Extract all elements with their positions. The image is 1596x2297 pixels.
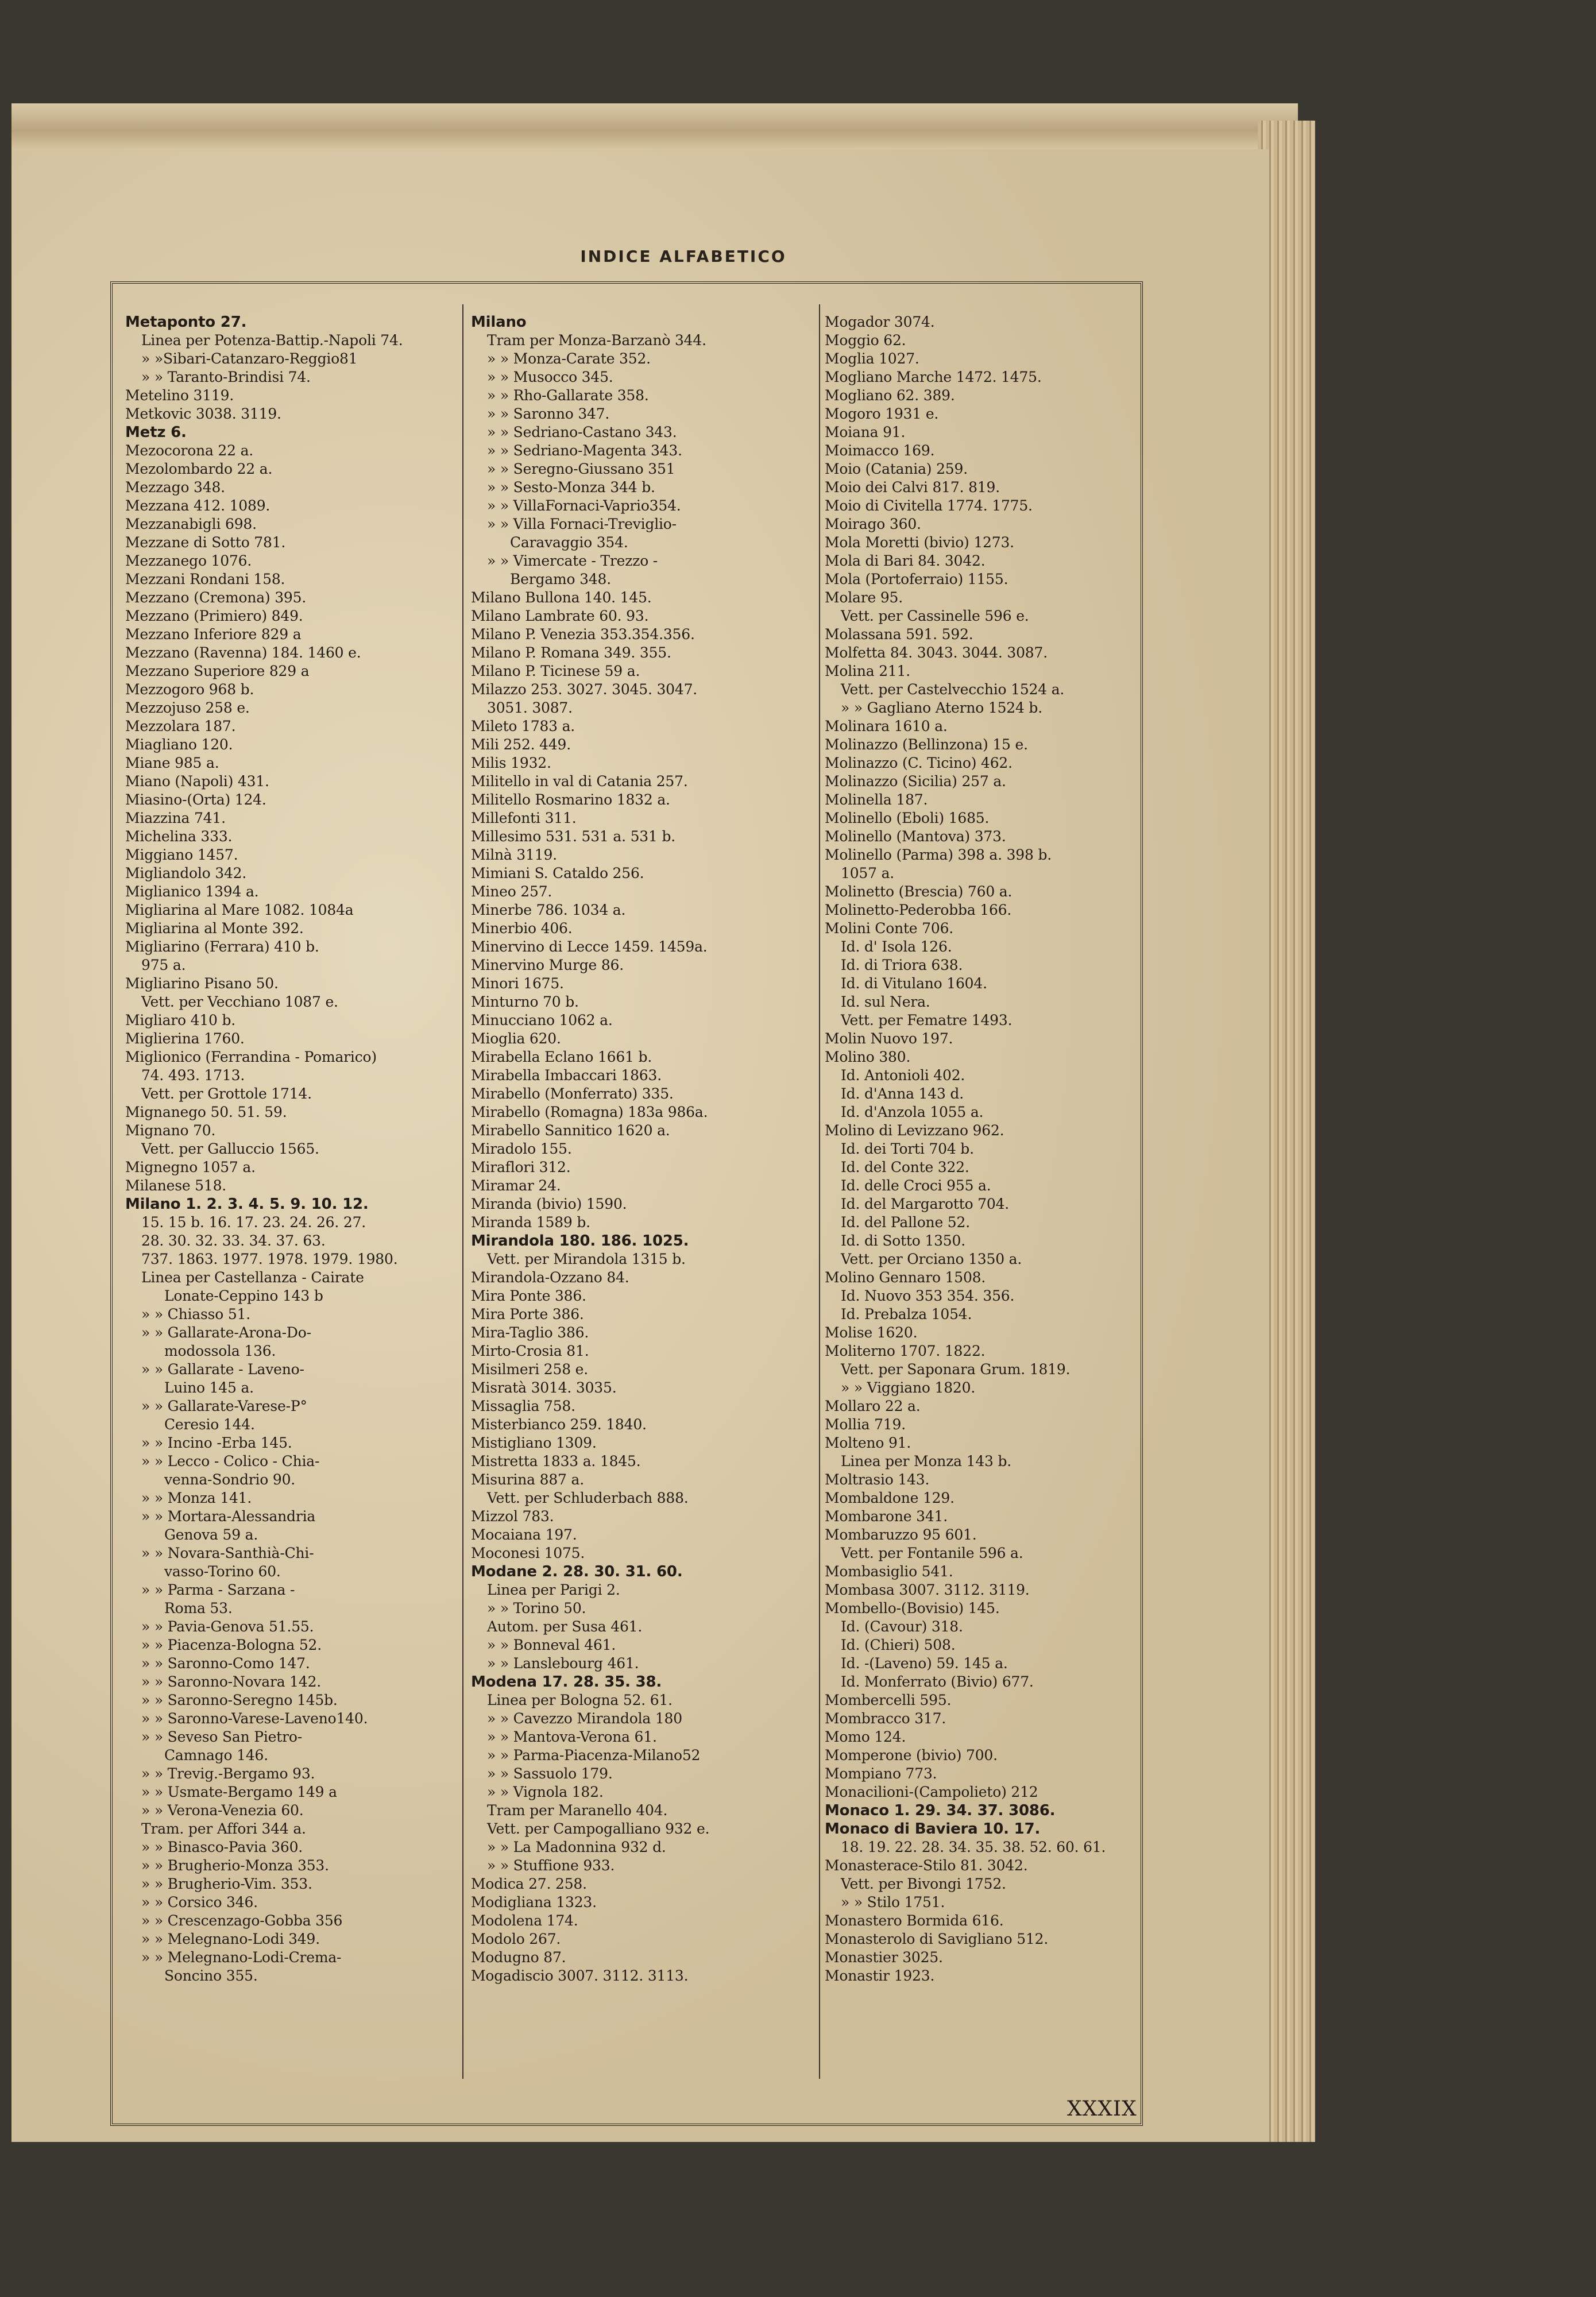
index-entry: Vett. per Fematre 1493. (841, 1012, 1013, 1028)
index-entry: Mirto-Crosia 81. (471, 1343, 589, 1359)
page-header: INDICE ALFABETICO (580, 247, 787, 266)
index-entry: Miane 985 a. (125, 755, 219, 771)
index-entry: Mola di Bari 84. 3042. (825, 552, 986, 569)
index-entry: Linea per Monza 143 b. (841, 1453, 1012, 1470)
index-entry: Mombaruzzo 95 601. (825, 1526, 977, 1543)
index-entry: » » Viggiano 1820. (841, 1379, 976, 1396)
index-entry: Milazzo 253. 3027. 3045. 3047. (471, 681, 698, 698)
index-entry: Misterbianco 259. 1840. (471, 1416, 647, 1433)
index-entry: Mirabello Sannitico 1620 a. (471, 1122, 670, 1139)
index-entry: Molinazzo (C. Ticino) 462. (825, 755, 1013, 771)
column-divider (819, 304, 820, 2079)
index-entry: Misilmeri 258 e. (471, 1361, 589, 1378)
index-entry: Moconesi 1075. (471, 1545, 585, 1561)
index-entry: » » Bonneval 461. (487, 1637, 616, 1653)
index-entry: Molare 95. (825, 589, 903, 606)
index-entry: Migliaro 410 b. (125, 1012, 236, 1028)
page-number: XXXIX (1067, 2097, 1137, 2121)
index-entry: Vett. per Fontanile 596 a. (841, 1545, 1023, 1561)
index-entry: Mombasiglio 541. (825, 1563, 953, 1580)
index-entry: Miasino-(Orta) 124. (125, 791, 266, 808)
index-entry: Mira Ponte 386. (471, 1287, 586, 1304)
index-entry: » » Saronno-Novara 142. (141, 1673, 322, 1690)
index-entry: Mezzogoro 968 b. (125, 681, 254, 698)
index-entry: Mezzano (Cremona) 395. (125, 589, 307, 606)
index-entry: Molino 380. (825, 1049, 911, 1065)
index-entry: Migliarina al Monte 392. (125, 920, 304, 937)
index-column-1 (125, 313, 448, 2076)
index-entry: 975 a. (141, 957, 186, 973)
index-entry: Molinella 187. (825, 791, 928, 808)
index-entry: Misratà 3014. 3035. (471, 1379, 617, 1396)
index-entry: Miano (Napoli) 431. (125, 773, 269, 790)
index-entry: Millefonti 311. (471, 810, 577, 826)
index-entry: Tram per Monza-Barzanò 344. (487, 332, 706, 349)
index-entry: Momperone (bivio) 700. (825, 1747, 998, 1764)
index-entry: Moio di Civitella 1774. 1775. (825, 497, 1033, 514)
index-entry: » » Mortara-Alessandria (141, 1508, 316, 1525)
index-entry: Miglionico (Ferrandina - Pomarico) (125, 1049, 377, 1065)
index-entry: Milano Bullona 140. 145. (471, 589, 652, 606)
index-entry: » » Stilo 1751. (841, 1894, 945, 1911)
index-heading: Monaco 1. 29. 34. 37. 3086. (825, 1802, 1056, 1819)
index-column-2 (471, 313, 813, 2076)
index-entry: Molinetto (Brescia) 760 a. (825, 883, 1013, 900)
index-entry: Molise 1620. (825, 1324, 918, 1341)
index-entry: Moimacco 169. (825, 442, 935, 459)
index-entry: Ceresio 144. (164, 1416, 255, 1433)
index-entry: Molinara 1610 a. (825, 718, 948, 734)
index-entry: Milanese 518. (125, 1177, 227, 1194)
index-entry: Mezzana 412. 1089. (125, 497, 270, 514)
index-entry: Id. sul Nera. (841, 993, 930, 1010)
index-entry: Minervino di Lecce 1459. 1459a. (471, 938, 708, 955)
index-entry: 1057 a. (841, 865, 895, 881)
index-entry: » » Binasco-Pavia 360. (141, 1839, 303, 1855)
index-heading: Mirandola 180. 186. 1025. (471, 1232, 689, 1250)
index-entry: Mombello-(Bovisio) 145. (825, 1600, 1000, 1617)
index-entry: Milano P. Romana 349. 355. (471, 644, 671, 661)
index-entry: Caravaggio 354. (510, 534, 628, 551)
index-entry: » » Trevig.-Bergamo 93. (141, 1765, 315, 1782)
index-entry: 74. 493. 1713. (141, 1067, 245, 1084)
index-entry: Minori 1675. (471, 975, 564, 992)
index-entry: » » Incino -Erba 145. (141, 1434, 292, 1451)
index-entry: Mezzano (Ravenna) 184. 1460 e. (125, 644, 361, 661)
index-entry: Linea per Parigi 2. (487, 1581, 620, 1598)
index-entry: Mistretta 1833 a. 1845. (471, 1453, 641, 1470)
index-entry: Militello Rosmarino 1832 a. (471, 791, 670, 808)
index-heading: Metaponto 27. (125, 314, 247, 331)
index-entry: Mogoro 1931 e. (825, 405, 939, 422)
index-entry: » » Parma - Sarzana - (141, 1581, 295, 1598)
index-entry: Bergamo 348. (510, 571, 611, 587)
index-entry: Molina 211. (825, 663, 911, 679)
index-entry: Camnago 146. (164, 1747, 269, 1764)
index-entry: Vett. per Vecchiano 1087 e. (141, 993, 338, 1010)
index-entry: Mistigliano 1309. (471, 1434, 597, 1451)
index-entry: Momo 124. (825, 1728, 906, 1745)
index-entry: » » Taranto-Brindisi 74. (141, 369, 311, 385)
index-entry: » » Monza 141. (141, 1490, 252, 1506)
index-entry: Mezolombardo 22 a. (125, 461, 273, 477)
index-entry: Migliarina al Mare 1082. 1084a (125, 902, 354, 918)
index-entry: Luino 145 a. (164, 1379, 254, 1396)
index-entry: modossola 136. (164, 1343, 276, 1359)
index-entry: » » Cavezzo Mirandola 180 (487, 1710, 682, 1727)
index-entry: » » Mantova-Verona 61. (487, 1728, 657, 1745)
index-entry: Tram. per Affori 344 a. (141, 1820, 306, 1837)
column-divider (462, 304, 463, 2079)
index-entry: Mezzojuso 258 e. (125, 699, 250, 716)
index-entry: Miranda (bivio) 1590. (471, 1196, 627, 1212)
index-entry: Mignanego 50. 51. 59. (125, 1104, 287, 1120)
index-entry: Id. d'Anna 143 d. (841, 1085, 964, 1102)
index-entry: Milano Lambrate 60. 93. (471, 608, 649, 624)
index-entry: » » Rho-Gallarate 358. (487, 387, 649, 404)
index-entry: Minerbe 786. 1034 a. (471, 902, 626, 918)
index-entry: Molinello (Eboli) 1685. (825, 810, 990, 826)
index-entry: Linea per Castellanza - Cairate (141, 1269, 364, 1286)
index-entry: Id. di Vitulano 1604. (841, 975, 987, 992)
index-entry: Moio (Catania) 259. (825, 461, 968, 477)
index-entry: Vett. per Bivongi 1752. (841, 1876, 1006, 1892)
index-entry: Mirandola-Ozzano 84. (471, 1269, 629, 1286)
index-entry: Mombracco 317. (825, 1710, 946, 1727)
index-entry: 18. 19. 22. 28. 34. 35. 38. 52. 60. 61. (841, 1839, 1106, 1855)
index-entry: Monastier 3025. (825, 1949, 943, 1966)
index-entry: Mezzano (Primiero) 849. (125, 608, 303, 624)
index-entry: Molinazzo (Bellinzona) 15 e. (825, 736, 1028, 753)
index-entry: Vett. per Orciano 1350 a. (841, 1251, 1022, 1267)
index-entry: Miranda 1589 b. (471, 1214, 590, 1231)
index-entry: Mirabello (Monferrato) 335. (471, 1085, 674, 1102)
index-entry: Mimiani S. Cataldo 256. (471, 865, 644, 881)
index-entry: Autom. per Susa 461. (487, 1618, 643, 1635)
index-entry: Mocaiana 197. (471, 1526, 577, 1543)
index-entry: Miggiano 1457. (125, 846, 238, 863)
index-entry: » » Saronno-Seregno 145b. (141, 1692, 338, 1708)
index-entry: 28. 30. 32. 33. 34. 37. 63. (141, 1232, 326, 1249)
index-entry: » » La Madonnina 932 d. (487, 1839, 666, 1855)
index-entry: Mezzane di Sotto 781. (125, 534, 286, 551)
index-entry: Modica 27. 258. (471, 1876, 587, 1892)
index-entry: Mompiano 773. (825, 1765, 937, 1782)
index-entry: Vett. per Galluccio 1565. (141, 1140, 319, 1157)
index-entry: Milnà 3119. (471, 846, 557, 863)
index-entry: Monacilioni-(Campolieto) 212 (825, 1784, 1038, 1800)
index-entry: Mineo 257. (471, 883, 552, 900)
index-entry: Moio dei Calvi 817. 819. (825, 479, 1000, 496)
index-entry: Modolo 267. (471, 1931, 561, 1947)
index-entry: Miagliano 120. (125, 736, 233, 753)
index-entry: Id. Nuovo 353 354. 356. (841, 1287, 1015, 1304)
index-entry: Metkovic 3038. 3119. (125, 405, 281, 422)
index-entry: Id. di Sotto 1350. (841, 1232, 965, 1249)
index-entry: Molassana 591. 592. (825, 626, 973, 643)
index-entry: Moiana 91. (825, 424, 906, 440)
index-entry: Mezzano Superiore 829 a (125, 663, 310, 679)
index-entry: Genova 59 a. (164, 1526, 258, 1543)
index-entry: » » Seveso San Pietro- (141, 1728, 302, 1745)
index-entry: Vett. per Saponara Grum. 1819. (841, 1361, 1071, 1378)
index-entry: Mezocorona 22 a. (125, 442, 254, 459)
index-entry: Monasterolo di Savigliano 512. (825, 1931, 1049, 1947)
index-entry: Id. d' Isola 126. (841, 938, 952, 955)
index-entry: » » Saronno 347. (487, 405, 610, 422)
index-entry: » » Sesto-Monza 344 b. (487, 479, 655, 496)
index-entry: Linea per Potenza-Battip.-Napoli 74. (141, 332, 403, 349)
index-entry: Miradolo 155. (471, 1140, 572, 1157)
index-entry: » »Sibari-Catanzaro-Reggio81 (141, 350, 358, 367)
index-entry: » » Saronno-Varese-Laveno140. (141, 1710, 368, 1727)
index-entry: Vett. per Schluderbach 888. (487, 1490, 689, 1506)
index-entry: Vett. per Grottole 1714. (141, 1085, 312, 1102)
index-entry: » » Torino 50. (487, 1600, 586, 1617)
index-entry: Mioglia 620. (471, 1030, 561, 1047)
index-heading: Modane 2. 28. 30. 31. 60. (471, 1563, 683, 1580)
index-entry: Vett. per Cassinelle 596 e. (841, 608, 1029, 624)
index-entry: Soncino 355. (164, 1967, 258, 1984)
index-entry: Molinello (Parma) 398 a. 398 b. (825, 846, 1052, 863)
index-entry: » » Parma-Piacenza-Milano52 (487, 1747, 701, 1764)
index-entry: » » Seregno-Giussano 351 (487, 461, 675, 477)
index-entry: » » Corsico 346. (141, 1894, 258, 1911)
index-entry: » » Stuffione 933. (487, 1857, 615, 1874)
index-entry: Milis 1932. (471, 755, 551, 771)
index-entry: Michelina 333. (125, 828, 233, 845)
index-entry: » » Gallarate-Arona-Do- (141, 1324, 311, 1341)
index-entry: Monastir 1923. (825, 1967, 935, 1984)
index-entry: Mezzago 348. (125, 479, 225, 496)
index-entry: Id. delle Croci 955 a. (841, 1177, 991, 1194)
index-entry: Molinello (Mantova) 373. (825, 828, 1006, 845)
index-entry: Mombasa 3007. 3112. 3119. (825, 1581, 1030, 1598)
index-entry: » » Usmate-Bergamo 149 a (141, 1784, 337, 1800)
index-heading: Modena 17. 28. 35. 38. (471, 1673, 662, 1691)
index-entry: Id. -(Laveno) 59. 145 a. (841, 1655, 1008, 1672)
index-entry: Mombercelli 595. (825, 1692, 952, 1708)
index-entry: Id. di Triora 638. (841, 957, 963, 973)
index-entry: Id. Antonioli 402. (841, 1067, 965, 1084)
index-entry: » » Melegnano-Lodi-Crema- (141, 1949, 342, 1966)
index-entry: » » Vimercate - Trezzo - (487, 552, 658, 569)
index-entry: Militello in val di Catania 257. (471, 773, 688, 790)
index-entry: » » Verona-Venezia 60. (141, 1802, 304, 1819)
index-entry: Molino di Levizzano 962. (825, 1122, 1004, 1139)
index-entry: Id. dei Torti 704 b. (841, 1140, 974, 1157)
index-entry: Mizzol 783. (471, 1508, 554, 1525)
index-heading: Metz 6. (125, 424, 187, 441)
index-heading: Monaco di Baviera 10. 17. (825, 1820, 1041, 1838)
index-entry: Id. Monferrato (Bivio) 677. (841, 1673, 1034, 1690)
index-entry: Molino Gennaro 1508. (825, 1269, 986, 1286)
index-entry: » » Pavia-Genova 51.55. (141, 1618, 314, 1635)
index-entry: Millesimo 531. 531 a. 531 b. (471, 828, 675, 845)
index-entry: » » Crescenzago-Gobba 356 (141, 1912, 343, 1929)
index-entry: Mola (Portoferraio) 1155. (825, 571, 1008, 587)
index-entry: Mezzano Inferiore 829 a (125, 626, 302, 643)
index-entry: Minerbio 406. (471, 920, 573, 937)
index-entry: Metelino 3119. (125, 387, 234, 404)
index-entry: Migliandolo 342. (125, 865, 247, 881)
index-entry: » » Lanslebourg 461. (487, 1655, 639, 1672)
index-entry: Mignano 70. (125, 1122, 216, 1139)
index-entry: » » Brugherio-Vim. 353. (141, 1876, 312, 1892)
index-entry: Misurina 887 a. (471, 1471, 584, 1488)
index-entry: Molini Conte 706. (825, 920, 954, 937)
index-entry: Miazzina 741. (125, 810, 226, 826)
index-entry: venna-Sondrio 90. (164, 1471, 296, 1488)
index-entry: Mogador 3074. (825, 314, 935, 330)
index-entry: Modolena 174. (471, 1912, 578, 1929)
index-entry: » » Monza-Carate 352. (487, 350, 651, 367)
index-entry: » » Gallarate-Varese-P° (141, 1398, 307, 1414)
index-entry: Moglia 1027. (825, 350, 919, 367)
index-entry: » » Saronno-Como 147. (141, 1655, 310, 1672)
index-column-3 (825, 313, 1150, 2076)
index-entry: Molin Nuovo 197. (825, 1030, 953, 1047)
index-entry: Mili 252. 449. (471, 736, 571, 753)
index-entry: » » Gallarate - Laveno- (141, 1361, 304, 1378)
index-entry: Mogliano 62. 389. (825, 387, 955, 404)
index-entry: Minturno 70 b. (471, 993, 579, 1010)
index-entry: Moggio 62. (825, 332, 906, 349)
index-entry: Molteno 91. (825, 1434, 911, 1451)
index-entry: Id. del Margarotto 704. (841, 1196, 1010, 1212)
index-entry: Missaglia 758. (471, 1398, 575, 1414)
index-entry: Mollaro 22 a. (825, 1398, 921, 1414)
index-entry: Vett. per Castelvecchio 1524 a. (841, 681, 1065, 698)
index-entry: Id. (Cavour) 318. (841, 1618, 963, 1635)
index-heading: Milano (471, 314, 527, 331)
index-entry: Roma 53. (164, 1600, 233, 1617)
index-entry: Mirabella Imbaccari 1863. (471, 1067, 662, 1084)
index-entry: Milano P. Ticinese 59 a. (471, 663, 640, 679)
index-entry: Mola Moretti (bivio) 1273. (825, 534, 1014, 551)
index-entry: » » Melegnano-Lodi 349. (141, 1931, 320, 1947)
index-heading: Milano 1. 2. 3. 4. 5. 9. 10. 12. (125, 1196, 369, 1213)
index-entry: Id. del Conte 322. (841, 1159, 969, 1175)
index-entry: » » Vignola 182. (487, 1784, 604, 1800)
index-entry: Vett. per Campogalliano 932 e. (487, 1820, 710, 1837)
index-entry: Mezzolara 187. (125, 718, 236, 734)
index-entry: Mogadiscio 3007. 3112. 3113. (471, 1967, 689, 1984)
index-entry: » » Chiasso 51. (141, 1306, 251, 1322)
index-entry: Modigliana 1323. (471, 1894, 597, 1911)
index-entry: Id. del Pallone 52. (841, 1214, 970, 1231)
index-entry: Mollia 719. (825, 1416, 906, 1433)
index-entry: Moltrasio 143. (825, 1471, 930, 1488)
index-entry: Minucciano 1062 a. (471, 1012, 613, 1028)
index-entry: Mignegno 1057 a. (125, 1159, 256, 1175)
index-entry: Minervino Murge 86. (471, 957, 624, 973)
index-entry: Id. Prebalza 1054. (841, 1306, 972, 1322)
index-entry: Mezzani Rondani 158. (125, 571, 285, 587)
index-entry: Mira-Taglio 386. (471, 1324, 589, 1341)
index-entry: Miramar 24. (471, 1177, 561, 1194)
index-entry: » » Novara-Santhià-Chi- (141, 1545, 314, 1561)
index-entry: Mombarone 341. (825, 1508, 948, 1525)
index-entry: Lonate-Ceppino 143 b (164, 1287, 323, 1304)
index-entry: » » Gagliano Aterno 1524 b. (841, 699, 1042, 716)
index-entry: Molfetta 84. 3043. 3044. 3087. (825, 644, 1048, 661)
index-entry: » » Villa Fornaci-Treviglio- (487, 516, 677, 532)
index-entry: Moirago 360. (825, 516, 921, 532)
index-entry: vasso-Torino 60. (164, 1563, 281, 1580)
index-entry: Molinazzo (Sicilia) 257 a. (825, 773, 1006, 790)
index-entry: Mirabello (Romagna) 183a 986a. (471, 1104, 708, 1120)
index-entry: » » Musocco 345. (487, 369, 613, 385)
index-entry: Mileto 1783 a. (471, 718, 575, 734)
index-entry: Mombaldone 129. (825, 1490, 954, 1506)
index-entry: » » Sassuolo 179. (487, 1765, 613, 1782)
index-entry: Mezzanabigli 698. (125, 516, 257, 532)
index-entry: 3051. 3087. (487, 699, 573, 716)
index-entry: Id. (Chieri) 508. (841, 1637, 956, 1653)
index-entry: 15. 15 b. 16. 17. 23. 24. 26. 27. (141, 1214, 366, 1231)
index-entry: Mogliano Marche 1472. 1475. (825, 369, 1042, 385)
index-entry: » » Lecco - Colico - Chia- (141, 1453, 320, 1470)
index-entry: 737. 1863. 1977. 1978. 1979. 1980. (141, 1251, 398, 1267)
index-entry: Tram per Maranello 404. (487, 1802, 668, 1819)
index-entry: Miraflori 312. (471, 1159, 571, 1175)
index-entry: Migliarino (Ferrara) 410 b. (125, 938, 319, 955)
index-entry: Miglierina 1760. (125, 1030, 245, 1047)
index-entry: » » Piacenza-Bologna 52. (141, 1637, 322, 1653)
index-entry: Linea per Bologna 52. 61. (487, 1692, 673, 1708)
index-entry: Mirabella Eclano 1661 b. (471, 1049, 652, 1065)
index-entry: Monastero Bormida 616. (825, 1912, 1004, 1929)
index-entry: » » Sedriano-Magenta 343. (487, 442, 682, 459)
index-entry: Vett. per Mirandola 1315 b. (487, 1251, 686, 1267)
index-entry: Migliarino Pisano 50. (125, 975, 279, 992)
index-entry: Milano P. Venezia 353.354.356. (471, 626, 695, 643)
index-entry: Molinetto-Pederobba 166. (825, 902, 1012, 918)
index-entry: Modugno 87. (471, 1949, 566, 1966)
index-entry: Moliterno 1707. 1822. (825, 1343, 986, 1359)
index-entry: » » VillaFornaci-Vaprio354. (487, 497, 681, 514)
index-entry: » » Sedriano-Castano 343. (487, 424, 677, 440)
index-entry: Id. d'Anzola 1055 a. (841, 1104, 984, 1120)
index-entry: Miglianico 1394 a. (125, 883, 259, 900)
index-entry: Monasterace-Stilo 81. 3042. (825, 1857, 1028, 1874)
index-entry: Mezzanego 1076. (125, 552, 252, 569)
index-entry: Mira Porte 386. (471, 1306, 584, 1322)
index-entry: » » Brugherio-Monza 353. (141, 1857, 329, 1874)
